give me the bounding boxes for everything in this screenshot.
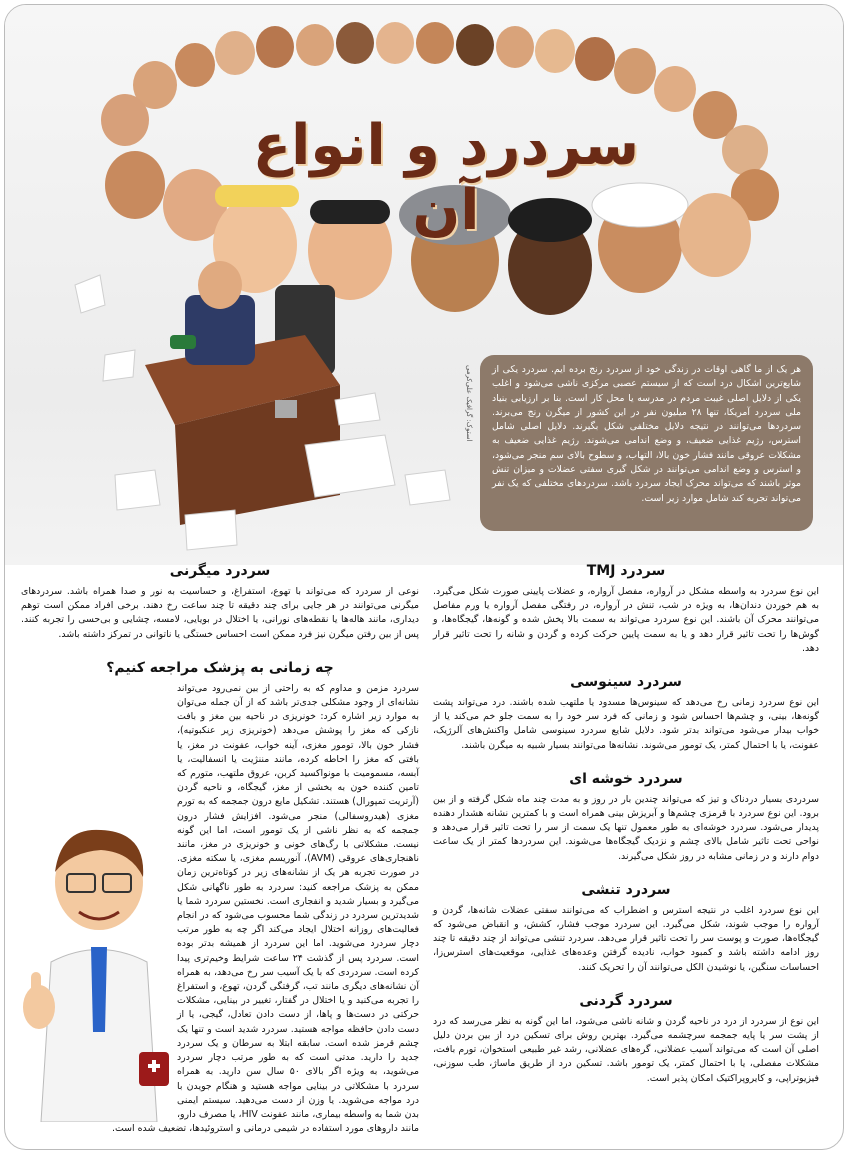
section-body: سردردی بسیار دردناک و تیز که می‌تواند چندین بار در روز و به مدت چند ماه شکل گرفته و از بین برود. این نوع سردرد با قرمزی چشم‌ها و آبریزش بینی همراه است و با کمترین نشانه هشدار دهنده پدیدار می‌شود. سردرد خوشه‌ای به طور معمول تنها یک سمت از سر را تحت تاثیر قرار می‌دهد و نواحی تحت تاثیر شامل بالای چشم و نزدیک گیجگاه‌ها می‌شوند. این سردردها کمتر از یک ساعت دوام دارند و در زمانی مشابه در روز شکل می‌گیرند. xyxy=(433,793,819,862)
section-heading: سردرد TMJ xyxy=(586,563,666,579)
section-body: نوعی از سردرد که می‌تواند با تهوع، استفراغ، و حساسیت به نور و صدا همراه باشد. سردردهای میگرنی می‌توانند در هر جایی برای چند دقیقه تا چند ساعت رخ دهند. برخی افراد ممکن است توهم دیداری، مانند هاله‌ها یا نقطه‌های نورانی، یا اختلال در بویایی، لامسه، چشایی و بی‌حسی را تجربه کنند. پس از بین رفتن میگرن نیز فرد ممکن است احساس خستگی یا ناتوانی در تمرکز داشته باشد. xyxy=(21,586,419,640)
section-heading: سردرد گردنی xyxy=(579,992,673,1009)
doctor-illustration xyxy=(21,822,171,1122)
section-migraine xyxy=(21,563,419,642)
section-cluster xyxy=(433,771,819,864)
section-doctor xyxy=(21,660,419,1137)
section-body: سردرد مزمن و مداوم که به راحتی از بین نمی‌رود می‌تواند نشانه‌ای از وجود مشکلی جدی‌تر باشد که از آن جمله می‌توان به موارد زیر اشاره کرد: خونریزی در ناحیه بین مغز و بافت نازکی که مغز را پوشش می‌دهد (خونریزی زیر عنکبوتیه)، فشار خون بالا، تومور مغزی، آینه خواب، عفونت در مغز، یا بافتی که مغز را احاطه کرده، مانند مننژیت یا انسفالیت، یا آبسه، مسمومیت با مونواکسید کربن، عروق ملتهب، متورم که تامین کننده خون به بخشی از مغز، گیجگاه، و ناحیه گردن (آرتریت تمپورال) هستند. تشکیل مایع درون جمجمه که به تورم مغزی (هیدروسفالی) منجر می‌شود. افزایش فشار درون جمجمه که به نظر ناشی از یک تومور است، اما این گونه نیست. مشکلاتی با رگ‌های خونی و خونریزی در مغز، مانند ناهنجاری‌های عروقی (AVM)، آنوریسم مغزی، یا سکته مغزی. در صورت تجربه هر یک از نشانه‌های زیر در کوتاه‌ترین زمان ممکن به پزشک مراجعه کنید: سردرد به طور ناگهانی شکل می‌گیرد و بسیار شدید و انفجاری است. نخستین سردرد شما یا شدیدترین سردرد در زندگی شما محسوب می‌شود که در انجام فعالیت‌های روزانه اختلال ایجاد می‌کند اگر چه به طور مرتب دچار سردرد می‌شوید. اما این سردرد از همیشه بدتر بوده است. سردرد پس از گذشت ۲۴ ساعت شرایط وخیم‌تری پیدا کرده است. سردردی که با یک آسیب سر رخ می‌دهد، به همراه آن نشانه‌های دیگری مانند تب، گرفتگی گردن، تهوع، و استفراغ را تجربه می‌کنید و یا اختلال در گفتار، تغییر در بینایی، مشکلات حرکتی در دست‌ها و پاها، از دست دادن تعادل، گیجی، یا از دست دادن حافظه مواجه هستید. سردرد شدید است و تنها یک چشم قرمز شده است. سابقه ابتلا به سرطان و یک سردرد جدید را دارید. مدتی است که به طور مرتب دچار سردرد می‌شوید، به ویژه اگر بالای ۵۰ سال سن دارید. به همراه سردرد با مشکلاتی در بینایی مواجه هستید و هنگام جویدن با درد مواجه می‌شوید. یا وزن از دست می‌دهید. سیستم ایمنی بدن شما به واسطه بیماری، مانند عفونت HIV، یا مصرف دارو، مانند داروهای مورد استفاده در شیمی درمانی و استروئیدها، تضعیف شده است. xyxy=(112,682,420,1135)
right-column xyxy=(433,563,819,1104)
doctor-cartoon xyxy=(21,822,171,1122)
section-body: این نوع سردرد اغلب در نتیجه استرس و اضطراب که می‌توانند سفتی عضلات شانه‌ها، گردن و آرواره را موجب شوند، شکل می‌گیرد. این سردرد موجب فشار، کشش، و انقباض می‌شود که گیجگاه‌ها، صورت و پوست سر را تحت تاثیر قرار می‌دهد. سردرد تنشی می‌تواند از چند دقیقه تا چند روز ادامه داشته باشد و کمبود خواب، نادیده گرفتن وعده‌های غذایی، موقعیت‌های استرس‌زا، احساسات سنگین، یا نوشیدن الکل می‌توانند آن را تحریک کنند. xyxy=(433,904,819,973)
left-column xyxy=(21,563,419,1150)
section-heading: چه زمانی به پزشک مراجعه کنیم؟ xyxy=(106,659,334,676)
poster-frame xyxy=(4,4,844,1150)
section-sinus xyxy=(433,674,819,753)
section-body: این نوع سردرد به واسطه مشکل در آرواره، مفصل آرواره، و عضلات پایینی صورت شکل می‌گیرد. به هم خوردن دندان‌ها، به ویژه در شب، تنش در آرواره، در رفتگی مفصل آرواره یا ورم مفاصل می‌توانند محرک آن باشند. این نوع سردرد می‌تواند به سمت بالا پخش شده و گونه‌ها، گیجگاه‌ها، و گوش‌ها را تحت تاثیر قرار دهد و یا به سمت پایین حرکت کرده و گردن و شانه را تحت تاثیر قرار دهد. xyxy=(433,586,819,654)
section-heading: سردرد میگرنی xyxy=(169,563,271,579)
section-body: این نوع از سردرد از درد در ناحیه گردن و شانه ناشی می‌شود، اما این گونه به نظر می‌رسد که درد از پشت سر یا پایه جمجمه سرچشمه می‌گیرد. بهترین روش برای تسکین درد از بین بردن دلیل اصلی آن است که می‌تواند آسیب عضلانی، گره‌های عضلانی، رشد غیر طبیعی استخوان، تورم بافت، مشکلات مفصلی، یا با احتمال کمتر، یک تومور باشد. تسکین درد از طریق ماساژ، طب سوزنی، فیزیوتراپی، و کایروپراکتیک امکان پذیر است. xyxy=(433,1015,819,1084)
section-neck xyxy=(433,993,819,1086)
section-heading: سردرد سینوسی xyxy=(570,674,682,691)
header-illustration xyxy=(5,5,843,565)
page-title: سردرد و انواع آن xyxy=(252,113,640,243)
intro-box: هر یک از ما گاهی اوقات در زندگی خود از سردرد رنج برده ایم. سردرد یکی از شایع‌ترین اشکال درد است که از سیستم عصبی مرکزی ناشی می‌شود و اغلب یکی از دلایل اصلی غیبت مردم در مدرسه یا محل کار است. بنا بر ارزیابی بنیاد ملی سردرد آمریکا، تنها ۲۸ میلیون نفر در این کشور از میگرن رنج می‌برند. سردردها می‌توانند در نتیجه دلایل مختلفی شکل بگیرند. دلایل اصلی شامل استرس، رژیم غذایی ضعیف، و وضع اندامی می‌شوند. رژیم غذایی ضعیف به مشکلات عروقی مانند فشار خون بالا، التهاب، و سطوح بالای سم منجر می‌شود، و استرس و وضع اندامی می‌توانند در شکل گیری سفتی عضلات و میزان تنش موثر باشند که می‌تواند محرک ایجاد سردرد باشد. سردردهای مختلفی که یک نفر می‌تواند تجربه کند شامل موارد زیر است. xyxy=(480,355,813,531)
section-body: این نوع سردرد زمانی رخ می‌دهد که سینوس‌ها مسدود یا ملتهب شده باشند. درد می‌تواند پشت گونه‌ها، بینی، و چشم‌ها احساس شود و زمانی که فرد سر خود را به سمت جلو خم می‌کند یا از خواب بیدار می‌شود می‌تواند بدتر شود. دلایل شایع سردرد سینوسی شامل واکنش‌های آلرژیک، عفونت، یا با احتمال کمتر، یک تومور می‌شوند. نشانه‌ها می‌توانند بسیار شبیه به میگرن باشند. xyxy=(433,697,819,751)
section-tmj xyxy=(433,563,819,656)
section-heading: سردرد خوشه ای xyxy=(569,770,683,787)
image-credit: استوک: گرافیک علی‌کرمی xyxy=(465,365,473,442)
section-heading: سردرد تنشی xyxy=(581,881,671,898)
section-tension xyxy=(433,882,819,975)
businessman-desk xyxy=(145,261,340,525)
